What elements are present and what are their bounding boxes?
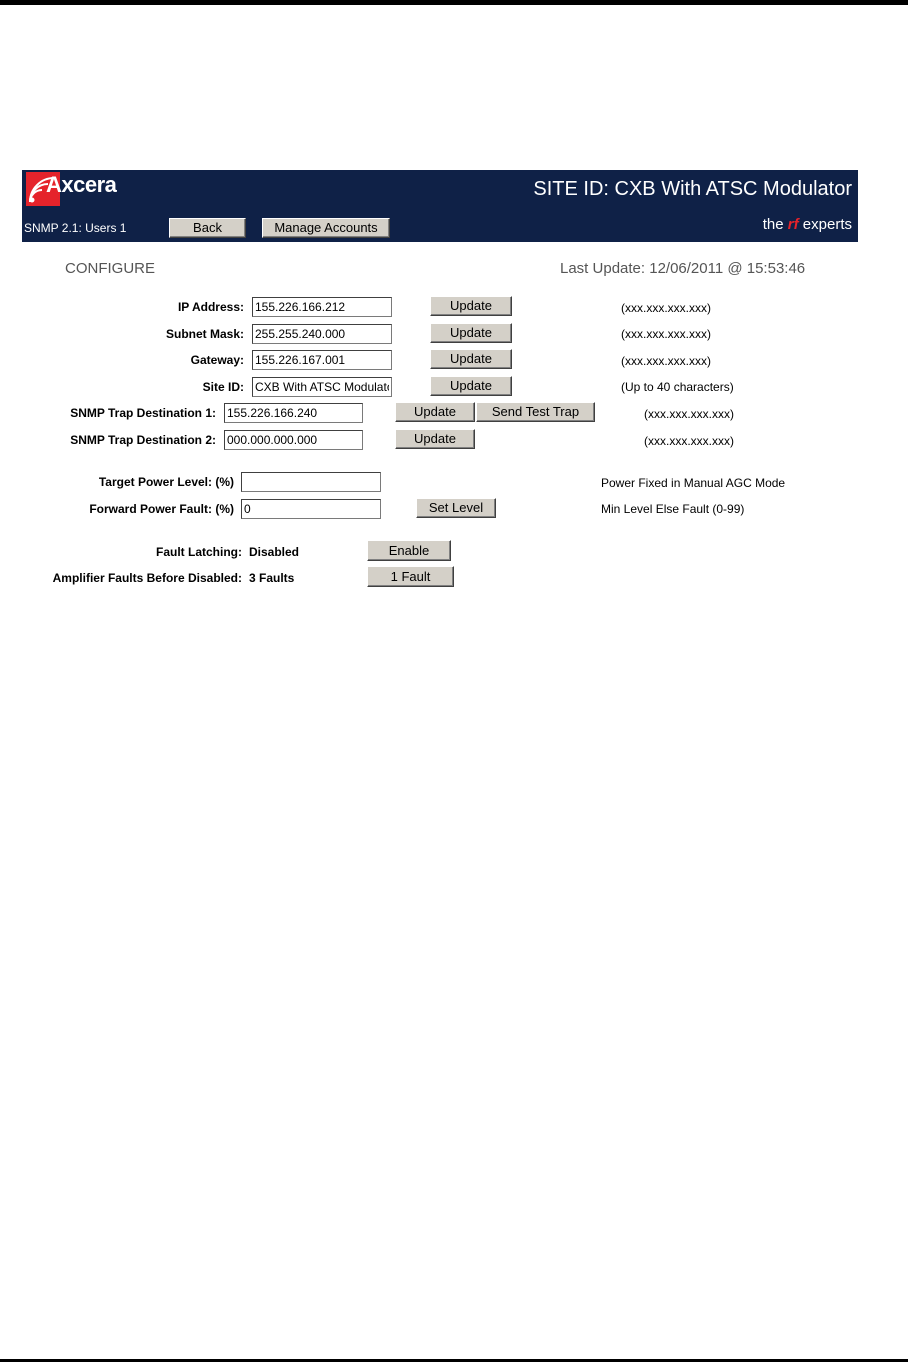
gateway-input[interactable] [252, 350, 392, 370]
page-title: CONFIGURE [65, 260, 155, 277]
site-id-update-button[interactable]: Update [430, 376, 512, 396]
amplifier-faults-button[interactable]: 1 Fault [367, 566, 454, 587]
ip-address-label: IP Address: [177, 300, 244, 314]
forward-power-fault-input[interactable] [241, 499, 381, 519]
amplifier-faults-value: 3 Faults [249, 571, 295, 585]
last-update: Last Update: 12/06/2011 @ 15:53:46 [560, 260, 806, 277]
ip-update-button[interactable]: Update [430, 296, 512, 316]
tagline-rf: rf [787, 216, 799, 233]
logo-text: Axcera [46, 172, 117, 197]
snmp-trap-2-hint: (xxx.xxx.xxx.xxx) [644, 434, 734, 448]
snmp-trap-2-update-button[interactable]: Update [395, 429, 475, 449]
target-power-level-hint: Power Fixed in Manual AGC Mode [601, 476, 786, 490]
back-button[interactable]: Back [169, 218, 246, 238]
snmp-trap-1-label: SNMP Trap Destination 1: [70, 406, 216, 420]
gateway-hint: (xxx.xxx.xxx.xxx) [621, 354, 711, 368]
ip-address-input[interactable] [252, 297, 392, 317]
send-test-trap-button[interactable]: Send Test Trap [476, 402, 595, 422]
header-banner [22, 170, 858, 242]
snmp-trap-2-label: SNMP Trap Destination 2: [70, 433, 216, 447]
fault-latching-label: Fault Latching: [156, 545, 242, 559]
fault-latching-value: Disabled [249, 545, 300, 559]
page-top-rule [0, 0, 908, 5]
gateway-label: Gateway: [190, 353, 244, 367]
gateway-update-button[interactable]: Update [430, 349, 512, 369]
site-id-label: Site ID: [202, 380, 244, 394]
site-id-input[interactable] [252, 377, 392, 397]
fault-latching-enable-button[interactable]: Enable [367, 540, 451, 561]
axcera-logo [26, 172, 136, 206]
amplifier-faults-label: Amplifier Faults Before Disabled: [52, 571, 242, 585]
target-power-level-input[interactable] [241, 472, 381, 492]
tagline-pre: the [762, 216, 788, 233]
page-bottom-rule [0, 1359, 908, 1362]
manage-accounts-button[interactable]: Manage Accounts [262, 218, 390, 238]
snmp-trap-1-update-button[interactable]: Update [395, 402, 475, 422]
subnet-update-button[interactable]: Update [430, 323, 512, 343]
snmp-users-label: SNMP 2.1: Users 1 [24, 221, 127, 235]
forward-power-fault-label: Forward Power Fault: (%) [89, 502, 234, 516]
snmp-trap-1-hint: (xxx.xxx.xxx.xxx) [644, 407, 734, 421]
site-id-hint: (Up to 40 characters) [621, 380, 734, 394]
tagline [763, 216, 852, 233]
ip-hint: (xxx.xxx.xxx.xxx) [621, 301, 711, 315]
subnet-mask-label: Subnet Mask: [165, 327, 244, 341]
set-level-button[interactable]: Set Level [416, 498, 496, 518]
site-title: SITE ID: CXB With ATSC Modulator [533, 178, 852, 200]
subnet-hint: (xxx.xxx.xxx.xxx) [621, 327, 711, 341]
tagline-post: experts [798, 216, 852, 233]
forward-power-fault-hint: Min Level Else Fault (0-99) [601, 502, 745, 516]
target-power-level-label: Target Power Level: (%) [98, 475, 234, 489]
snmp-trap-1-input[interactable] [224, 403, 363, 423]
snmp-trap-2-input[interactable] [224, 430, 363, 450]
subnet-mask-input[interactable] [252, 324, 392, 344]
